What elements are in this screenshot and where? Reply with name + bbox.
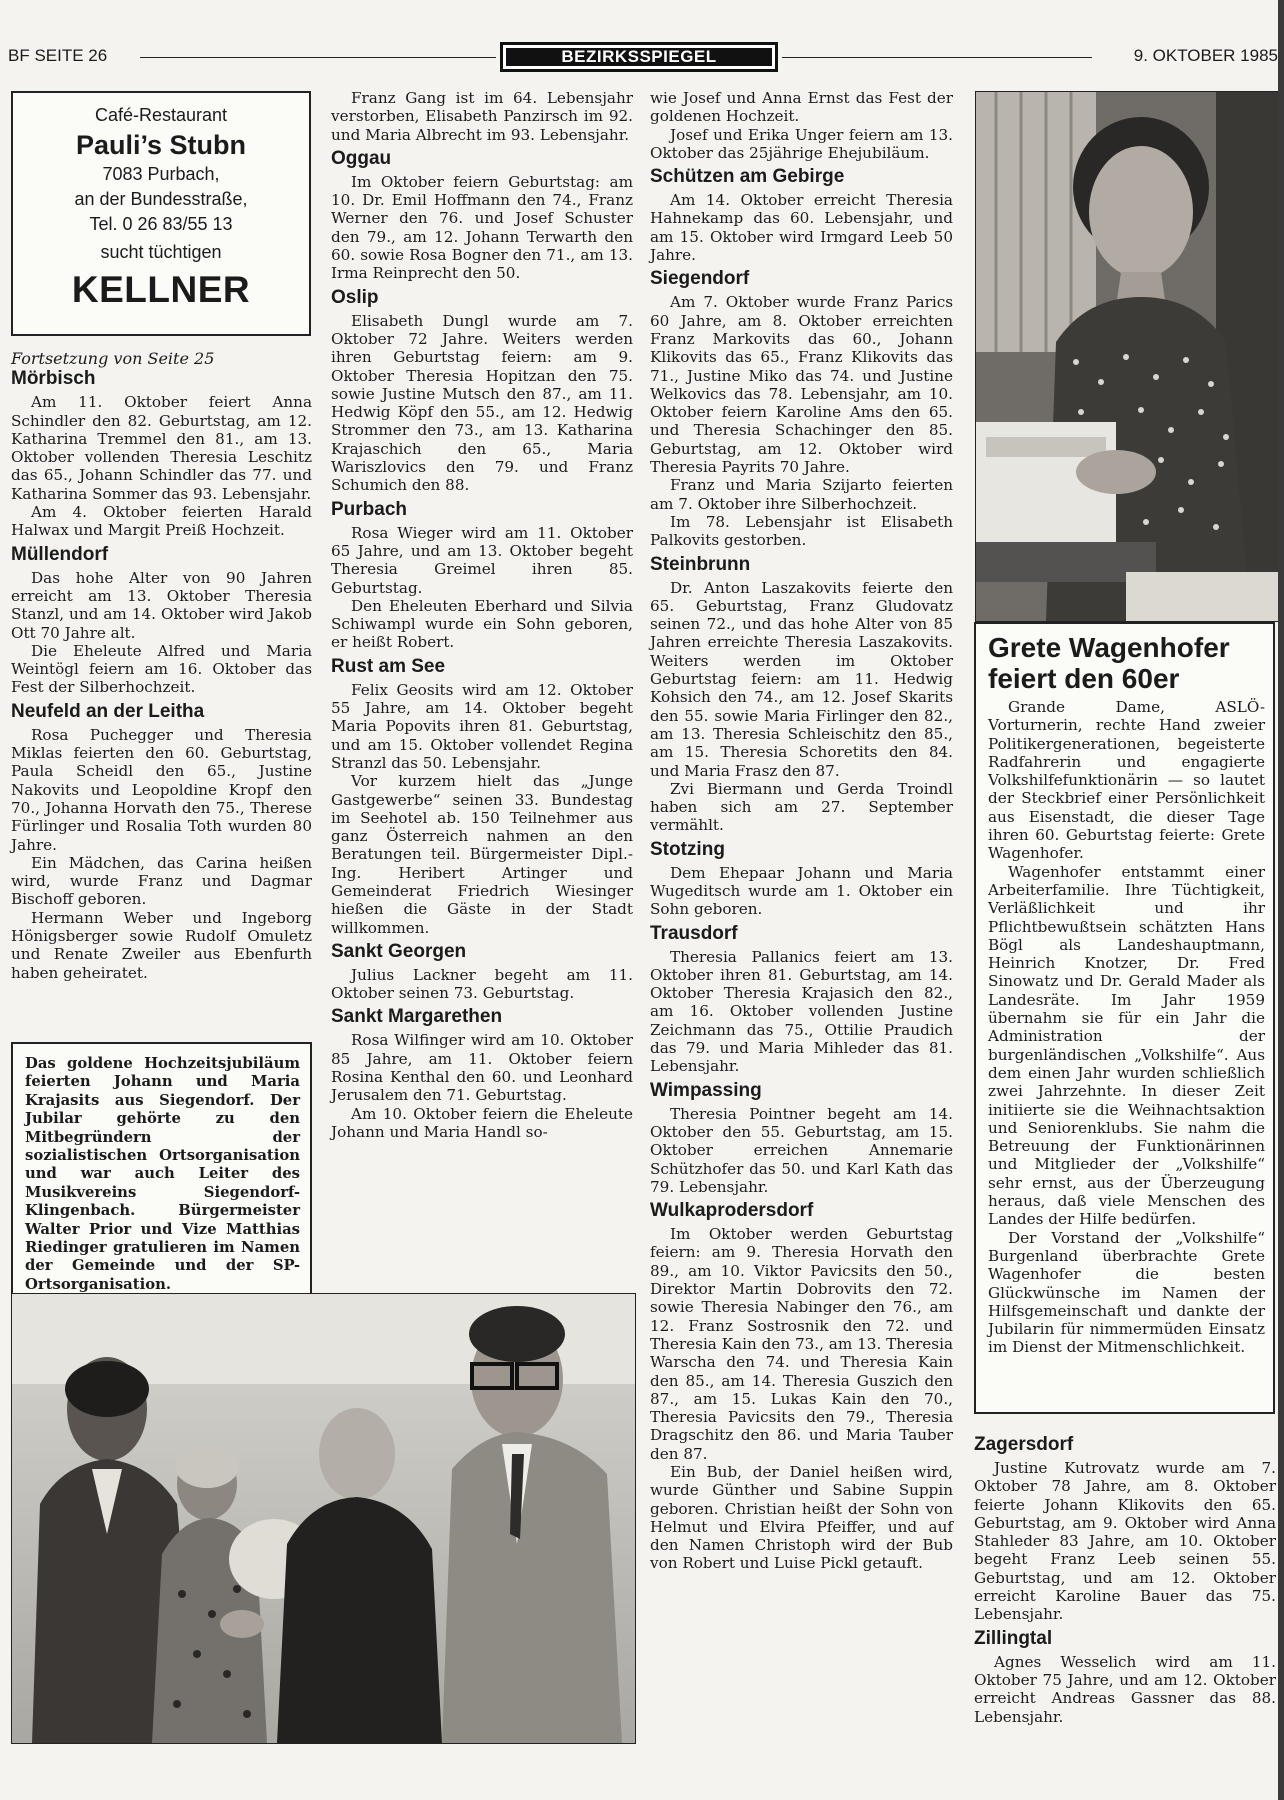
paragraph: Rosa Wilfinger wird am 10. Oktober 85 Jahre, am 11. Oktober feiern Rosina Kenthal den 60. und Leonhard Jerusalem den 71. Geburtstag. (331, 1031, 633, 1105)
paragraph: Den Eheleuten Eberhard und Silvia Schiwampl wurde ein Sohn geboren, er heißt Robert. (331, 596, 633, 652)
portrait-photo (975, 91, 1279, 622)
paragraph: Hermann Weber und Ingeborg Hönigsberger sowie Rudolf Omuletz und Renate Zweiler aus Ebenfurth haben geheiratet. (11, 908, 312, 982)
paragraph: Theresia Pointner begeht am 14. Oktober den 55. Geburtstag, am 15. Oktober erreichen Annemarie Schützhofer das 50. und Karl Kath das 79. Lebensjahr. (650, 1104, 953, 1196)
heading-oggau: Oggau (331, 147, 392, 169)
heading-steinbrunn: Steinbrunn (650, 553, 751, 575)
ad-category: Café-Restaurant (94, 105, 228, 125)
paragraph: Agnes Wesselich wird am 11. Oktober 75 Jahre, und am 12. Oktober erreicht Andreas Gassner das 88. Lebensjahr. (974, 1652, 1276, 1726)
advertisement (11, 91, 311, 336)
heading-purbach: Purbach (331, 498, 408, 520)
paragraph: Das hohe Alter von 90 Jahren erreicht am 13. Oktober Theresia Stanzl, und am 14. Oktober wird Jakob Ott 70 Jahre alt. (11, 568, 312, 642)
heading-zillingtal: Zillingtal (974, 1627, 1053, 1649)
heading-zagersdorf: Zagersdorf (974, 1434, 1074, 1455)
heading-schuetzen: Schützen am Gebirge (650, 166, 845, 188)
heading-moerbisch: Mörbisch (11, 368, 96, 390)
ad-address-2: an der Bundesstraße, (74, 189, 248, 209)
column-1 (11, 350, 312, 982)
ad-position: KELLNER (71, 269, 251, 310)
paragraph: wie Josef und Anna Ernst das Fest der goldenen Hochzeit. (650, 89, 953, 126)
grete-headline: Grete Wagenhofer feiert den 60er (988, 632, 1230, 694)
paragraph: Am 11. Oktober feiert Anna Schindler den 82. Geburtstag, am 12. Katharina Tremmel den 81., am 13. Oktober vollenden Theresia Leschitz das 65., Johann Schindler das 77. und Katharina Sommer das 93. Lebensjahr. (11, 393, 312, 503)
paragraph: Am 10. Oktober feiern die Eheleute Johann und Maria Handl so- (331, 1104, 633, 1141)
paragraph: Grande Dame, ASLÖ-Vorturnerin, rechte Hand zweier Politikergenerationen, begeisterte Radfahrerin und engagierte Volkshilfefunktionärin — so lautet der Steckbrief einer Persönlichkeit aus Eisenstadt, die dieser Tage ihren 60. Geburtstag feierte: Grete Wagenhofer. (988, 698, 1265, 863)
issue-date: 9. OKTOBER 1985 (1133, 46, 1278, 65)
paragraph: Wagenhofer entstammt einer Arbeiterfamilie. Ihre Tüchtigkeit, Verläßlichkeit und ihr Pflichtbewußtsein schätzten Hans Bögl als Landeshauptmann, Heinrich Knotzer, Dr. Fred Sinowatz und Dr. Gerald Mader als Landesräte. Im Jahr 1959 übernahm sie für ein Jahr die Administration der burgenländischen „Volkshilfe“. Aus dem einen Jahr wurden schließlich zwei Jahrzehnte. In dieser Zeit initiierte sie die Weihnachtsaktion und Seniorenklubs. Sie nahm die Betreuung der Funktionärinnen und Mitglieder der „Volkshilfe“ sehr ernst, aus der Überzeugung heraus, daß viele Menschen des Landes der Hilfe bedürfen. (988, 862, 1265, 1229)
heading-sankt-margarethen: Sankt Margarethen (331, 1006, 503, 1028)
paragraph: Elisabeth Dungl wurde am 7. Oktober 72 Jahre. Weiters werden ihren Geburtstag feiern: am 9. Oktober Theresia Hopitzan den 75. sowie Justine Mutsch den 87., am 11. Hedwig Köpf den 55., am 12. Hedwig Strommer den 73., am 13. Katharina Krajaschich den 65., Maria Wariszlovics den 79. und Franz Schumich den 88. (331, 311, 633, 495)
heading-wulkaprodersdorf: Wulkaprodersdorf (650, 1200, 814, 1222)
heading-muellendorf: Müllendorf (11, 543, 109, 565)
paragraph: Rosa Wieger wird am 11. Oktober 65 Jahre, und am 13. Oktober begeht Theresia Greimel ihren 85. Geburtstag. (331, 523, 633, 597)
page-number: BF SEITE 26 (8, 46, 108, 65)
page-edge-shadow (1278, 0, 1284, 1800)
heading-wimpassing: Wimpassing (650, 1079, 762, 1101)
paragraph: Zvi Biermann und Gerda Troindl haben sich am 27. September vermählt. (650, 779, 953, 835)
paragraph: Im Oktober werden Geburtstag feiern: am 9. Theresia Horvath den 89., am 10. Viktor Pavicsits den 50., Direktor Martin Dobrovits den 72. sowie Theresia Nabinger den 76., am 12. Franz Sostrosnik den 72. und Theresia Kain den 73., am 13. Theresia Warscha den 74. und Theresia Kain den 85., am 14. Theresia Guszich den 87., am 15. Lukas Kain den 70., Theresia Pavicsits den 79., Theresia Dragschitz den 86. und Maria Tauber den 87. (650, 1225, 953, 1463)
header-rule-right (782, 57, 1092, 58)
paragraph: Ein Mädchen, das Carina heißen wird, wurde Franz und Dagmar Bischoff geboren. (11, 853, 312, 909)
heading-rust: Rust am See (331, 655, 446, 677)
paragraph: Franz Gang ist im 64. Lebensjahr verstorben, Elisabeth Panzirsch im 92. und Maria Albrecht im 93. Lebensjahr. (331, 89, 633, 144)
heading-neufeld: Neufeld an der Leitha (11, 700, 205, 722)
paragraph: Dem Ehepaar Johann und Maria Wugeditsch wurde am 1. Oktober ein Sohn geboren. (650, 863, 953, 919)
ad-address-1: 7083 Purbach, (102, 164, 220, 184)
ad-phone: Tel. 0 26 83/55 13 (89, 214, 233, 234)
heading-siegendorf: Siegendorf (650, 268, 750, 290)
paragraph: Die Eheleute Alfred und Maria Weintögl feiern am 16. Oktober das Fest der Silberhochzeit. (11, 641, 312, 697)
paragraph: Felix Geosits wird am 12. Oktober 55 Jahre, am 14. Oktober begeht Maria Popovits ihren 81. Geburtstag, und am 15. Oktober vollendet Regina Stranzl das 50. Lebensjahr. (331, 680, 633, 772)
ad-seeks: sucht tüchtigen (100, 242, 222, 262)
continued-note: Fortsetzung von Seite 25 (11, 349, 215, 368)
paragraph: Am 14. Oktober erreicht Theresia Hahnekamp das 60. Lebensjahr, und am 15. Oktober wird Irmgard Leeb 50 Jahre. (650, 191, 953, 265)
paragraph: Rosa Puchegger und Theresia Miklas feierten den 60. Geburtstag, Paula Scheidl den 65., Justine Nakovits und Leopoldine Kropf den 70., Johanna Horvath den 75., Therese Fürlinger und Rosalia Toth wurden 80 Jahre. (11, 725, 312, 854)
heading-oslip: Oslip (331, 286, 379, 308)
paragraph: Im Oktober feiern Geburtstag: am 10. Dr. Emil Hoffmann den 74., Franz Werner den 76. und Josef Schuster den 79., am 12. Johann Terwarth den 60. sowie Rosa Bogner den 71., am 13. Irma Reinprecht den 50. (331, 172, 633, 283)
paragraph: Franz und Maria Szijarto feierten am 7. Oktober ihre Silberhochzeit. (650, 476, 953, 513)
heading-trausdorf: Trausdorf (650, 922, 738, 944)
paragraph: Am 7. Oktober wurde Franz Parics 60 Jahre, am 8. Oktober erreichten Franz Markovits das 60., Johann Klikovits das 65., Franz Klikovits das 71., Justine Miko das 74. und Justine Welkovics das 78. Lebensjahr, am 10. Oktober feiern Karoline Ams den 65. und Theresia Schachinger den 85. Geburtstag, am 12. Oktober wird Theresia Payrits 70 Jahre. (650, 293, 953, 477)
caption-text: Das goldene Hochzeitsjubiläum feierten Johann und Maria Krajasits aus Siegendorf. Der Jubilar gehörte zu den Mitbegründern der sozialistischen Ortsorganisation und war auch Leiter des Musikvereins Siegendorf-Klingenbach. Bürgermeister Walter Prior und Vize Matthias Riedinger gratulieren im Namen der Gemeinde und der SP-Ortsorganisation. (25, 1055, 300, 1293)
column-3 (650, 89, 953, 1573)
paragraph: Am 4. Oktober feierten Harald Halwax und Margit Preiß Hochzeit. (11, 503, 312, 540)
paragraph: Ein Bub, der Daniel heißen wird, wurde Günther und Sabine Suppin geboren. Christian heißt der Sohn von Helmut und Elvira Pfeiffer, und auf den Namen Christoph wird der Bub von Robert und Luise Pickl getauft. (650, 1463, 953, 1573)
paragraph: Theresia Pallanics feiert am 13. Oktober ihren 81. Geburtstag, am 14. Oktober Theresia Krajasich den 82., am 16. Oktober vollenden Justine Zeichmann das 75., Ottilie Praudich das 79. und Maria Mihleder das 81. Lebensjahr. (650, 947, 953, 1076)
portrait-photo-image (976, 92, 1278, 621)
paragraph: Der Vorstand der „Volkshilfe“ Burgenland überbrachte Grete Wagenhofer die besten Glückwünsche im Namen der Hilfsgemeinschaft und dankte der Jubilarin für nimmermüden Einsatz im Dienst der Mitmenschlichkeit. (988, 1228, 1265, 1357)
group-photo-image (12, 1294, 635, 1743)
column-4-bottom (974, 1434, 1276, 1726)
section-title-box (500, 42, 778, 72)
photo-caption (11, 1042, 312, 1296)
group-photo (11, 1293, 636, 1744)
paragraph: Vor kurzem hielt das „Junge Gastgewerbe“ seinen 33. Bundestag im Seehotel ab. 150 Teilnehmer aus ganz Österreich nahmen an den Beratungen teil. Bürgermeister Dipl.-Ing. Heribert Artinger und Gemeinderat Friedrich Wiesinger hießen die Gäste in der Stadt willkommen. (331, 772, 633, 937)
paragraph: Josef und Erika Unger feiern am 13. Oktober das 25jährige Ehejubiläum. (650, 125, 953, 162)
paragraph: Im 78. Lebensjahr ist Elisabeth Palkovits gestorben. (650, 512, 953, 550)
header-rule-left (140, 57, 496, 58)
heading-sankt-georgen: Sankt Georgen (331, 940, 467, 962)
ad-restaurant-name: Pauli’s Stubn (75, 130, 246, 160)
grete-article (974, 622, 1275, 1414)
page-header (0, 42, 1284, 72)
heading-stotzing: Stotzing (650, 838, 725, 860)
section-title: BEZIRKSSPIEGEL (506, 48, 772, 66)
paragraph: Dr. Anton Laszakovits feierte den 65. Geburtstag, Franz Gludovatz seinen 72., und das hohe Alter von 85 Jahren erreichte Theresia Laszakovits. Weiters werden im Oktober Geburtstag feiern: am 11. Hedwig Kohsich den 74., am 12. Josef Skarits den 55. sowie Maria Firlinger den 82., am 13. Theresia Schleischitz den 85., am 15. Theresia Schoretits den 84. und Maria Frasz den 87. (650, 578, 953, 780)
paragraph: Julius Lackner begeht am 11. Oktober seinen 73. Geburtstag. (331, 965, 633, 1003)
column-2 (331, 89, 633, 1141)
paragraph: Justine Kutrovatz wurde am 7. Oktober 78 Jahre, am 8. Oktober feierte Johann Klikovits den 65. Geburtstag, am 9. Oktober wird Anna Stahleder 83 Jahre, am 10. Oktober begeht Franz Leeb seinen 55. Geburtstag, und am 12. Oktober erreicht Karoline Bauer das 75. Lebensjahr. (974, 1459, 1276, 1624)
